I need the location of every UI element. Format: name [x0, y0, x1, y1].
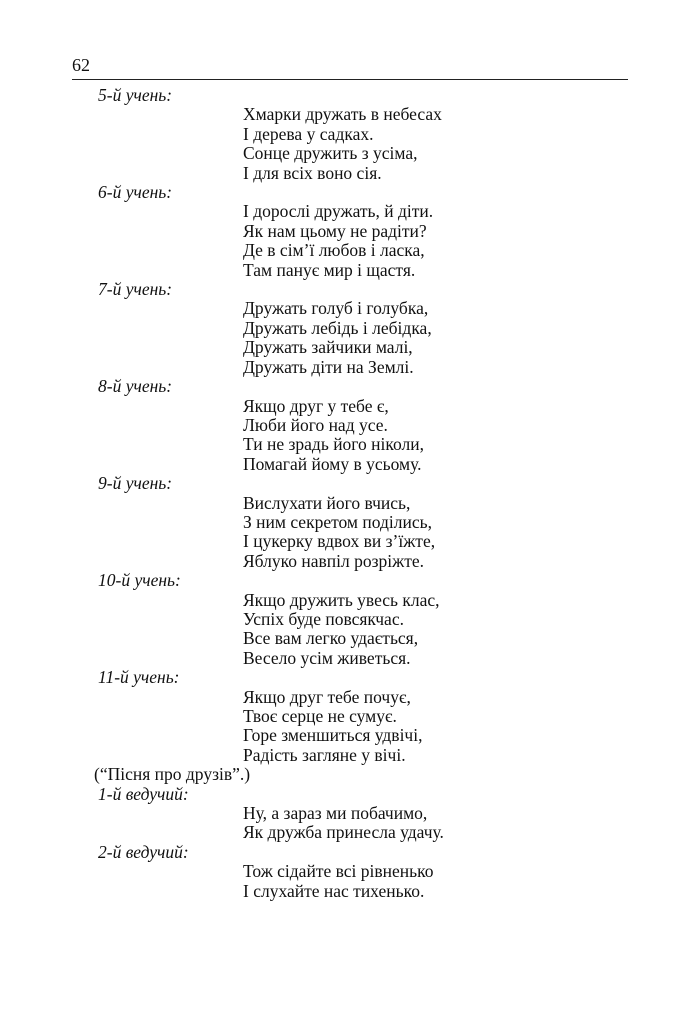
- stanza: [243, 591, 638, 669]
- verse-line: Сонце дружить з усіма,: [243, 143, 418, 164]
- verse-line: Люби його над усе.: [243, 414, 388, 435]
- verse-line: І дерева у садках.: [243, 123, 374, 144]
- speaker-label: 5-й учень:: [98, 85, 173, 105]
- verse-line: Дружать зайчики малі,: [243, 337, 413, 358]
- verse-line: Твоє серце не сумує.: [243, 706, 397, 726]
- verse-line: Як нам цьому не радіти?: [243, 220, 427, 241]
- speaker-label: 6-й учень:: [98, 182, 173, 203]
- stanza: [243, 862, 638, 901]
- verse-line: Успіх буде повсякчас.: [243, 608, 404, 629]
- stanza: [243, 494, 638, 572]
- verse-line: Все вам легко удається,: [243, 628, 419, 649]
- verse-line: З ним секретом поділись,: [243, 511, 432, 532]
- speaker-label: 11-й учень:: [98, 667, 180, 688]
- stanza: [243, 299, 638, 377]
- verse-line: Ти не зрадь його ніколи,: [243, 434, 425, 455]
- verse-line: Радість загляне у вічі.: [243, 744, 406, 765]
- verse-line: І для всіх воно сія.: [243, 162, 382, 183]
- stanza: [243, 804, 638, 843]
- speaker-label: 8-й учень:: [98, 376, 173, 397]
- verse-line: Якщо друг тебе почує,: [243, 686, 411, 707]
- stanza: [243, 202, 638, 280]
- verse-line: Горе зменшиться удвічі,: [243, 725, 423, 746]
- stage-direction: (“Пісня про друзів”.): [94, 764, 251, 785]
- speaker-label: 9-й учень:: [98, 473, 173, 494]
- verse-line: Дружать голуб і голубка,: [243, 298, 429, 319]
- speaker-label: 1-й ведучий:: [98, 783, 189, 804]
- verse-line: Вислухати його вчись,: [243, 492, 411, 513]
- stanza: [243, 105, 638, 183]
- verse-line: Ну, а зараз ми побачимо,: [243, 803, 428, 824]
- verse-line: Яблуко навпіл розріжте.: [243, 550, 424, 571]
- verse-line: Весело усім живеться.: [243, 647, 411, 668]
- speaker-label: 2-й ведучий:: [98, 841, 189, 862]
- verse-line: І слухайте нас тихенько.: [243, 880, 425, 901]
- speaker-label: 7-й учень:: [98, 279, 173, 300]
- page-number: 62: [72, 55, 90, 75]
- verse-line: І дорослі дружать, й діти.: [243, 201, 434, 222]
- verse-line: Тож сідайте всі рівненько: [243, 861, 434, 882]
- verse-line: Якщо друг у тебе є,: [243, 395, 389, 416]
- verse-line: І цукерку вдвох ви з’їжте,: [243, 531, 436, 552]
- speaker-label: 10-й учень:: [98, 570, 181, 591]
- verse-line: Дружать діти на Землі.: [243, 356, 414, 377]
- verse-line: Помагай йому в усьому.: [243, 453, 422, 474]
- verse-line: Дружать лебідь і лебідка,: [243, 317, 432, 338]
- verse-line: Там панує мир і щастя.: [243, 259, 416, 280]
- verse-line: Де в сім’ї любов і ласка,: [243, 240, 425, 261]
- verse-line: Якщо дружить увесь клас,: [243, 589, 440, 610]
- verse-line: Хмарки дружать в небесах: [243, 104, 442, 125]
- stanza: [243, 688, 638, 766]
- header-rule: [72, 79, 628, 80]
- page-content: [94, 85, 638, 901]
- stanza: [243, 397, 638, 475]
- verse-line: Як дружба принесла удачу.: [243, 822, 444, 843]
